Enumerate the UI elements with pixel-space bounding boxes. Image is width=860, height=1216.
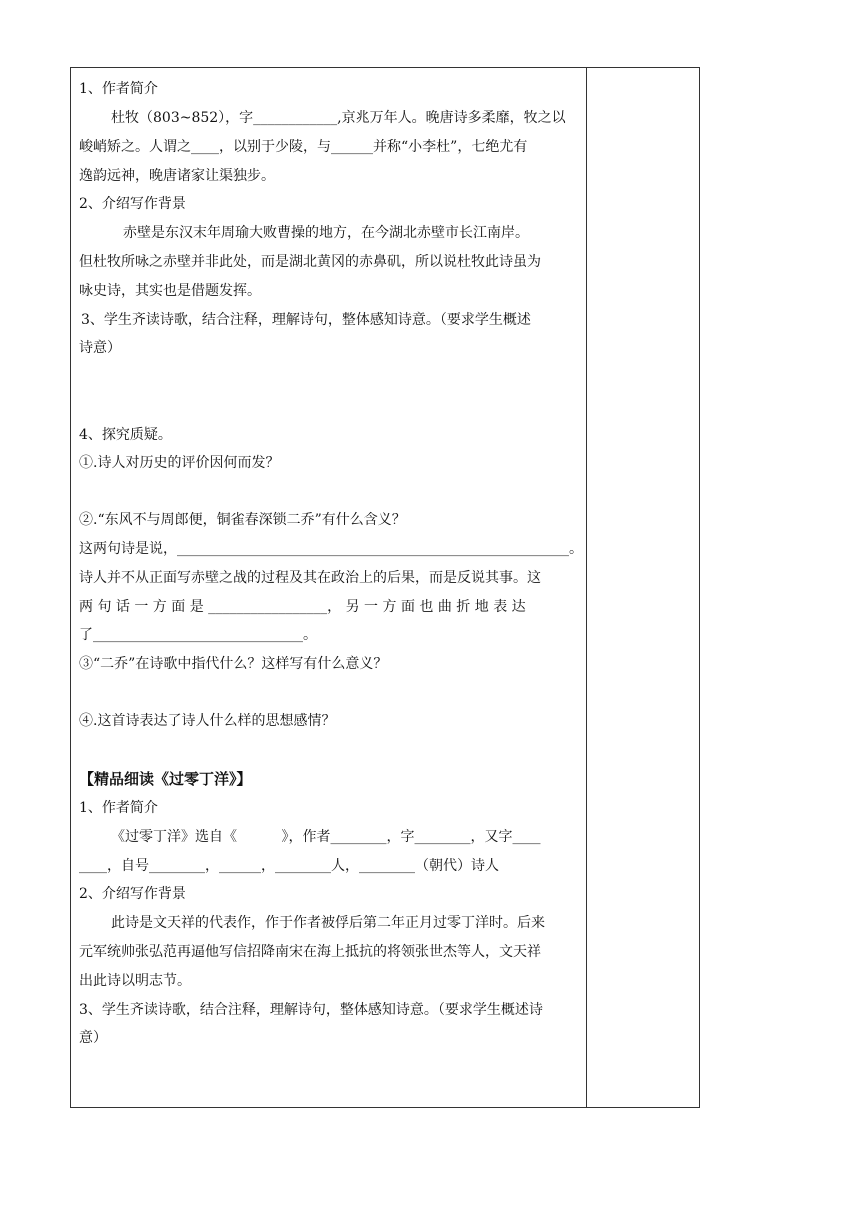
text-line: 1、作者简介 [79, 800, 158, 816]
text-line: 2、介绍写作背景 [79, 196, 186, 212]
text-line: ②.“东风不与周郎便，铜雀春深锁二乔”有什么含义？ [79, 512, 406, 528]
text-line: 赤壁是东汉末年周瑜大败曹操的地方，在今湖北赤壁市长江南岸。 [123, 225, 529, 241]
text-line: 两 句 话 一 方 面 是 _________________， 另 一 方 面 也 曲 折 地 表 达 [79, 599, 526, 615]
text-line: 了______________________________。 [79, 627, 317, 643]
text-line: 这两句诗是说，________________________________________________________。 [79, 541, 583, 557]
text-line: ____，自号________，______，________人，________（朝代）诗人 [79, 858, 499, 874]
text-line: 1、作者简介 [79, 81, 158, 97]
text-line: ③“二乔”在诗歌中指代什么？这样写有什么意义？ [79, 656, 388, 672]
text-line: ④.这首诗表达了诗人什么样的思想感情？ [79, 713, 336, 729]
text-line: 诗意） [79, 340, 121, 356]
text-line: 逸韵远神，晚唐诸家让渠独步。 [79, 168, 275, 184]
section-heading: 【精品细读《过零丁洋》】 [79, 770, 252, 788]
text-line: 3、学生齐读诗歌，结合注释，理解诗句，整体感知诗意。（要求学生概述 [81, 312, 531, 328]
text-line: 意） [79, 1030, 107, 1046]
text-line: 4、探究质疑。 [79, 427, 172, 443]
text-line: 《过零丁洋》选自《 》，作者________，字________，又字____ [111, 829, 541, 845]
text-line: 3、学生齐读诗歌，结合注释，理解诗句，整体感知诗意。（要求学生概述诗 [79, 1002, 543, 1018]
lesson-table [70, 67, 700, 1108]
text-line: 此诗是文天祥的代表作，作于作者被俘后第二年正月过零丁洋时。后来 [111, 915, 545, 931]
text-line: 诗人并不从正面写赤壁之战的过程及其在政治上的后果，而是反说其事。这 [79, 570, 541, 586]
text-line: 咏史诗，其实也是借题发挥。 [79, 283, 261, 299]
notes-column [587, 68, 699, 1107]
text-line: 元军统帅张弘范再逼他写信招降南宋在海上抵抗的将领张世杰等人，文天祥 [79, 944, 541, 960]
text-line: 出此诗以明志节。 [79, 973, 191, 989]
text-line: 杜牧（803~852），字____________,京兆万年人。晚唐诗多柔靡，牧之以 [111, 110, 566, 126]
text-line: 但杜牧所咏之赤壁并非此处，而是湖北黄冈的赤鼻矶，所以说杜牧此诗虽为 [79, 254, 541, 270]
text-line: 2、介绍写作背景 [79, 886, 186, 902]
text-line: ①.诗人对历史的评价因何而发？ [79, 455, 280, 471]
text-line: 峻峭矫之。人谓之____，以别于少陵，与______并称“小李杜”，七绝尤有 [79, 139, 528, 155]
